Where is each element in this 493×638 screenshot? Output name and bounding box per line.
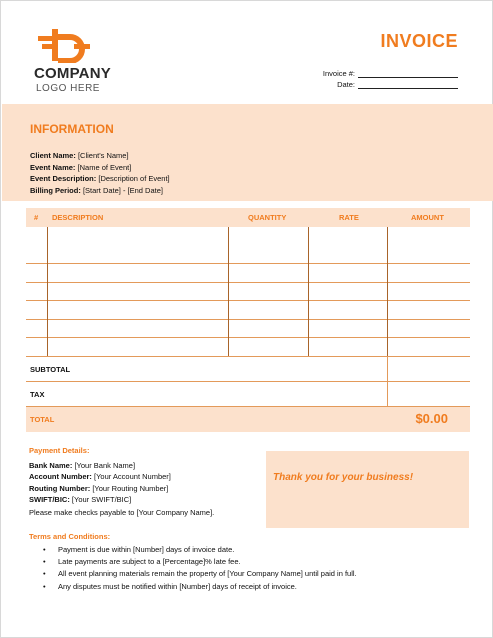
swift-bic-line bbox=[29, 494, 259, 506]
account-number-value[interactable]: [Your Account Number] bbox=[94, 472, 171, 481]
information-fields bbox=[30, 150, 170, 196]
table-row[interactable] bbox=[26, 227, 470, 246]
column-divider bbox=[387, 227, 388, 356]
swift-bic-value[interactable]: [Your SWIFT/BIC] bbox=[71, 495, 132, 504]
client-name-label: Client Name: bbox=[30, 151, 76, 160]
total-amount: $0.00 bbox=[415, 411, 448, 426]
table-row[interactable] bbox=[26, 264, 470, 283]
col-header-rate: RATE bbox=[339, 213, 359, 222]
terms-list bbox=[29, 544, 469, 593]
event-name-label: Event Name: bbox=[30, 162, 76, 172]
col-header-quantity: QUANTITY bbox=[248, 213, 287, 222]
tax-row bbox=[26, 382, 470, 407]
bank-name-value[interactable]: [Your Bank Name] bbox=[74, 460, 136, 470]
company-name: COMPANY bbox=[34, 65, 111, 82]
bank-name-label: Bank Name: bbox=[29, 460, 73, 470]
event-name-line bbox=[30, 162, 170, 174]
logo-placeholder-text: LOGO HERE bbox=[36, 83, 100, 94]
checks-note: Please make checks payable to [Your Company Name]. bbox=[29, 507, 215, 517]
payment-details bbox=[29, 445, 259, 518]
information-title: INFORMATION bbox=[30, 122, 114, 136]
date-row bbox=[308, 78, 458, 89]
terms-title: Terms and Conditions: bbox=[29, 532, 111, 541]
routing-number-value[interactable]: [Your Routing Number] bbox=[92, 483, 169, 493]
billing-period-label: Billing Period: bbox=[30, 185, 81, 195]
table-row[interactable] bbox=[26, 301, 470, 320]
col-header-number: # bbox=[34, 213, 39, 222]
routing-number-label: Routing Number: bbox=[29, 483, 91, 493]
swift-bic-label: SWIFT/BIC: bbox=[29, 495, 70, 504]
client-name-value[interactable]: [Client's Name] bbox=[77, 151, 129, 160]
invoice-title: INVOICE bbox=[380, 31, 458, 51]
date-field[interactable] bbox=[358, 81, 458, 89]
account-number-label: Account Number: bbox=[29, 472, 92, 481]
column-divider bbox=[387, 382, 388, 406]
table-header bbox=[26, 208, 470, 227]
event-description-line bbox=[30, 173, 170, 185]
bank-name-line bbox=[29, 460, 259, 472]
total-label: TOTAL bbox=[30, 415, 55, 424]
table-row[interactable] bbox=[26, 320, 470, 339]
logo-mark-icon bbox=[36, 29, 94, 63]
event-description-label: Event Description: bbox=[30, 174, 97, 183]
information-section bbox=[2, 104, 493, 201]
col-header-amount: AMOUNT bbox=[411, 213, 444, 222]
col-header-description: DESCRIPTION bbox=[52, 213, 104, 222]
terms-item: • All event planning materials remain the property of [Your Company Name] until paid in full. bbox=[29, 568, 469, 580]
event-name-value[interactable]: [Name of Event] bbox=[77, 162, 132, 172]
client-name-line bbox=[30, 150, 170, 162]
company-logo bbox=[34, 29, 129, 99]
routing-number-line bbox=[29, 483, 259, 495]
thank-you-box bbox=[266, 451, 469, 528]
invoice-number-label: Invoice #: bbox=[322, 69, 355, 78]
table-row[interactable] bbox=[26, 283, 470, 302]
terms-section bbox=[29, 532, 469, 593]
terms-item: • Payment is due within [Number] days of invoice date. bbox=[29, 544, 469, 556]
billing-period-value[interactable]: [Start Date] - [End Date] bbox=[82, 185, 163, 195]
terms-item: • Late payments are subject to a [Percentage]% late fee. bbox=[29, 556, 469, 568]
event-description-value[interactable]: [Description of Event] bbox=[98, 174, 170, 183]
billing-period-line bbox=[30, 185, 170, 197]
column-divider bbox=[228, 227, 229, 356]
total-row bbox=[26, 407, 470, 432]
column-divider bbox=[308, 227, 309, 356]
line-items-table bbox=[26, 208, 470, 432]
table-row[interactable] bbox=[26, 246, 470, 265]
tax-label: TAX bbox=[30, 390, 45, 399]
table-row[interactable] bbox=[26, 338, 470, 357]
subtotal-label: SUBTOTAL bbox=[30, 365, 71, 374]
table-body bbox=[26, 227, 470, 357]
invoice-number-row bbox=[308, 67, 458, 78]
date-label: Date: bbox=[337, 80, 355, 89]
column-divider bbox=[47, 227, 48, 356]
account-number-line bbox=[29, 471, 259, 483]
terms-item: • Any disputes must be notified within [Number] days of receipt of invoice. bbox=[29, 581, 469, 593]
thank-you-message: Thank you for your business! bbox=[273, 472, 414, 483]
column-divider bbox=[387, 357, 388, 381]
invoice-meta bbox=[308, 67, 458, 89]
invoice-number-field[interactable] bbox=[358, 70, 458, 78]
subtotal-row bbox=[26, 357, 470, 382]
payment-details-title: Payment Details: bbox=[29, 446, 90, 455]
